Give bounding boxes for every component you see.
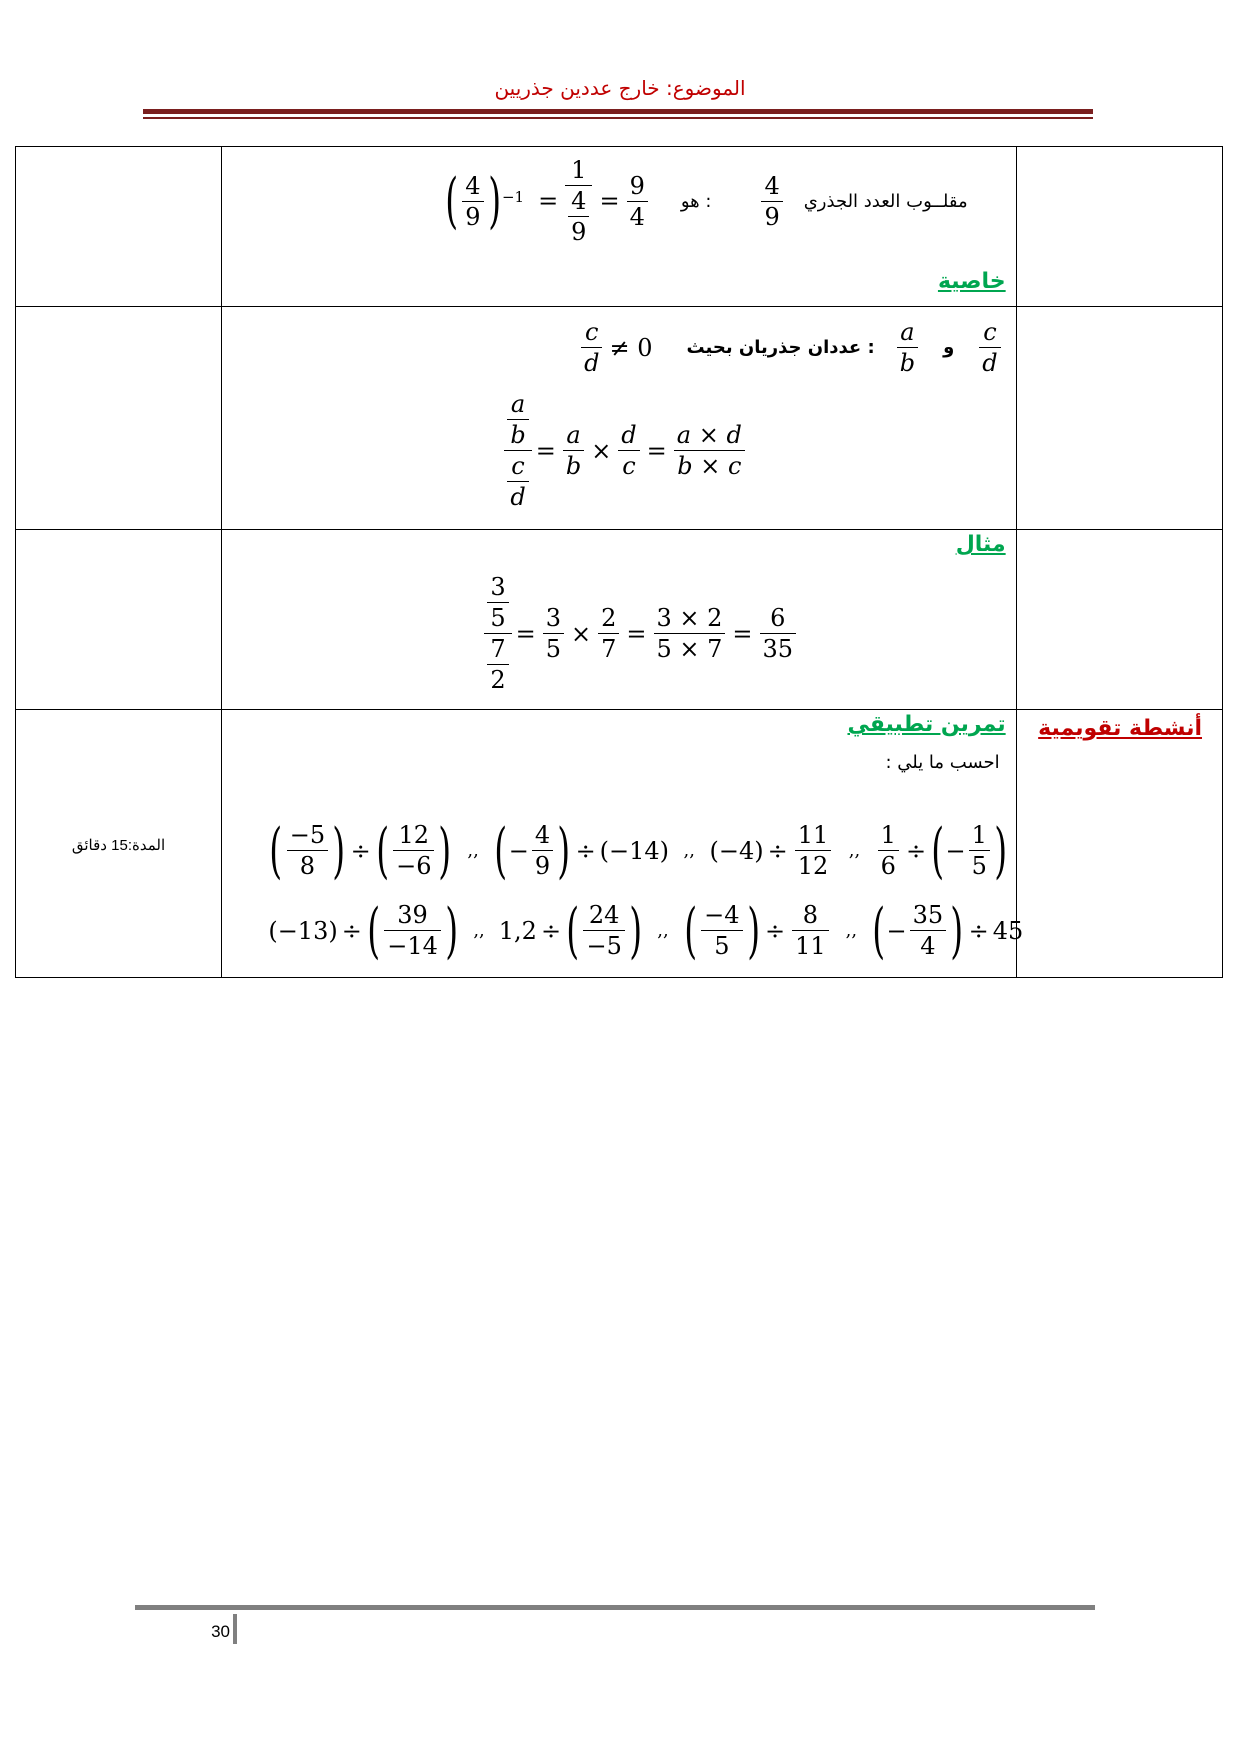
left-cell-1: [16, 147, 222, 307]
expr-1-4: $\frac{1}{6}$ ÷ ( − $\frac{1}{5}$ ): [875, 820, 1009, 881]
right-cell-3: [1016, 530, 1222, 710]
activity-label: أنشطة تقويمية: [1038, 716, 1202, 741]
duration-label: المدة:15 دقائق: [71, 837, 166, 854]
text-is: هو :: [680, 190, 712, 212]
expr-2-2: 1,2 ÷ ( $\frac{24}{-5}$ ): [498, 895, 643, 966]
exercise-line-1: ( $\frac{-5}{8}$ ) ÷ ( $\frac{12}{-6}$ ) ,, ( − $\frac{4}{9}$ ) ÷ (−14) ,, (−4) ÷ $\frac{11}{12}$ ,, $\frac{1}{6}$ ÷ ( − $\frac{1}{5}$ ): [269, 815, 1008, 886]
right-cell-2: [1016, 307, 1222, 530]
footer-rule: [135, 1605, 1095, 1610]
footer-page-bar: [233, 1614, 237, 1644]
property-heading: خاصية: [937, 269, 1006, 294]
property-cell: $\frac{c}{d}$ ≠ 0 عددان جذريان بحيث : $\frac{a}{b}$ و $\frac{c}{d}$ $\frac{\frac{a}{b}}{\frac{c}{d}}$ = $\frac{a}{b}$ × $\frac{d}{c}$ = $\frac{a \times d}{b \times c}$: [222, 307, 1016, 530]
left-cell-2: [16, 307, 222, 530]
expr-2-1: (−13) ÷ ( $\frac{39}{-14}$ ): [268, 895, 459, 966]
exercise-instruction: احسب ما يلي :: [885, 752, 1000, 773]
expr-1-1: ( $\frac{-5}{8}$ ) ÷ ( $\frac{12}{-6}$ ): [269, 815, 452, 886]
exercise-line-2: (−13) ÷ ( $\frac{39}{-14}$ ) ,, 1,2 ÷ ( $\frac{24}{-5}$ ) ,, ( $\frac{-4}{5}$ ) ÷ $\frac{8}{11}$ ,, ( − $\frac{35}{4}$ ) ÷ 45: [268, 895, 1024, 966]
exercise-heading: تمرين تطبيقي: [847, 712, 1006, 737]
activity-label-cell: [1016, 710, 1222, 978]
lesson-table: [15, 146, 1223, 978]
exercise-cell: [222, 710, 1024, 978]
page-title: الموضوع: خارج عددين جذريين: [494, 76, 746, 100]
expr-1-3: (−4) ÷ $\frac{11}{12}$: [709, 820, 834, 881]
header-rule-thin: [143, 117, 1093, 119]
example-heading: مثال: [955, 532, 1006, 557]
text-where: عددان جذريان بحيث :: [686, 337, 875, 358]
text-reciprocal: مقلــوب العدد الجذري: [803, 190, 968, 212]
left-cell-3: [16, 530, 222, 710]
expr-2-4: ( − $\frac{35}{4}$ ) ÷ 45: [872, 895, 1024, 966]
expr-2-3: ( $\frac{-4}{5}$ ) ÷ $\frac{8}{11}$: [683, 900, 832, 961]
example-cell: [222, 530, 1016, 710]
example-formula: $\frac{\frac{3}{5}}{\frac{7}{2}}$ = $\frac{3}{5}$ × $\frac{2}{7}$ = $\frac{3 \times 2}{5 \times 7}$ = $\frac{6}{35}$: [484, 572, 799, 695]
text-and: و: [943, 337, 955, 358]
duration-cell: [16, 710, 222, 978]
property-formula: $\frac{\frac{a}{b}}{\frac{c}{d}}$ = $\frac{a}{b}$ × $\frac{d}{c}$ = $\frac{a \times d}{b \times c}$: [504, 389, 748, 512]
reciprocal-cell: ( $\frac{4}{9}$ ) −1 = $\frac{1}{\frac{4}{9}}$ = $\frac{9}{4}$ هو : $\frac{4}{9}$ مقلــوب العدد الجذري خاصية: [222, 147, 1016, 307]
expr-1-2: ( − $\frac{4}{9}$ ) ÷ (−14): [494, 815, 670, 886]
page-number: 30: [211, 1622, 230, 1641]
header-rule: [143, 109, 1093, 114]
right-cell-1: [1016, 147, 1222, 307]
